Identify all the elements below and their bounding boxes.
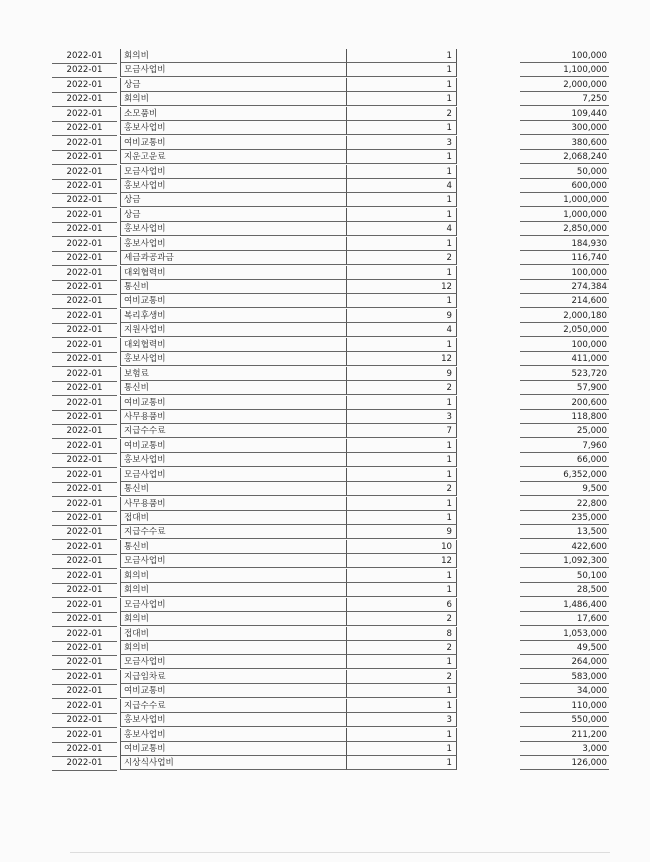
- amount-cell: 126,000: [520, 756, 609, 770]
- amount-cell: 274,384: [520, 280, 609, 294]
- table-row: [52, 569, 609, 583]
- date-cell: 2022-01: [52, 439, 117, 454]
- account-item-cell: 홍보사업비: [120, 179, 346, 193]
- date-cell: 2022-01: [52, 554, 117, 569]
- count-cell: 1: [346, 208, 457, 222]
- table-row: [52, 63, 609, 77]
- count-cell: 9: [346, 309, 457, 323]
- account-item-cell: 상금: [120, 208, 346, 222]
- table-row: [52, 367, 609, 381]
- table-row: [52, 323, 609, 337]
- date-cell: 2022-01: [52, 237, 117, 252]
- table-row: [52, 179, 609, 193]
- amount-cell: 100,000: [520, 266, 609, 280]
- amount-cell: 184,930: [520, 237, 609, 251]
- account-item-cell: 여비교통비: [120, 439, 346, 453]
- account-item-cell: 모금사업비: [120, 468, 346, 482]
- table-row: [52, 352, 609, 366]
- table-row: [52, 136, 609, 150]
- date-cell: 2022-01: [52, 627, 117, 642]
- date-cell: 2022-01: [52, 728, 117, 743]
- count-cell: 1: [346, 237, 457, 251]
- amount-cell: 1,000,000: [520, 193, 609, 207]
- account-item-cell: 통신비: [120, 381, 346, 395]
- table-row: [52, 554, 609, 568]
- amount-cell: 600,000: [520, 179, 609, 193]
- amount-cell: 13,500: [520, 525, 609, 539]
- count-cell: 3: [346, 713, 457, 727]
- table-row: [52, 165, 609, 179]
- date-cell: 2022-01: [52, 280, 117, 295]
- account-item-cell: 통신비: [120, 482, 346, 496]
- table-row: [52, 655, 609, 669]
- table-row: [52, 627, 609, 641]
- account-item-cell: 홍보사업비: [120, 713, 346, 727]
- table-row: [52, 699, 609, 713]
- table-row: [52, 453, 609, 467]
- date-cell: 2022-01: [52, 179, 117, 194]
- date-cell: 2022-01: [52, 121, 117, 136]
- account-item-cell: 보험료: [120, 367, 346, 381]
- count-cell: 2: [346, 482, 457, 496]
- count-cell: 1: [346, 121, 457, 135]
- amount-cell: 1,100,000: [520, 63, 609, 77]
- date-cell: 2022-01: [52, 670, 117, 685]
- account-item-cell: 홍보사업비: [120, 728, 346, 742]
- account-item-cell: 대외협력비: [120, 338, 346, 352]
- date-cell: 2022-01: [52, 338, 117, 353]
- table-row: [52, 728, 609, 742]
- table-row: [52, 338, 609, 352]
- date-cell: 2022-01: [52, 78, 117, 93]
- date-cell: 2022-01: [52, 136, 117, 151]
- date-cell: 2022-01: [52, 410, 117, 425]
- table-row: [52, 208, 609, 222]
- table-row: [52, 670, 609, 684]
- account-item-cell: 여비교통비: [120, 684, 346, 698]
- count-cell: 1: [346, 49, 457, 63]
- date-cell: 2022-01: [52, 583, 117, 598]
- count-cell: 3: [346, 410, 457, 424]
- account-item-cell: 지운고운료: [120, 150, 346, 164]
- table-row: [52, 49, 609, 63]
- count-cell: 1: [346, 511, 457, 525]
- amount-cell: 50,000: [520, 165, 609, 179]
- date-cell: 2022-01: [52, 424, 117, 439]
- account-item-cell: 모금사업비: [120, 63, 346, 77]
- count-cell: 1: [346, 699, 457, 713]
- amount-cell: 2,000,000: [520, 78, 609, 92]
- account-item-cell: 홍보사업비: [120, 352, 346, 366]
- count-cell: 2: [346, 670, 457, 684]
- amount-cell: 523,720: [520, 367, 609, 381]
- date-cell: 2022-01: [52, 742, 117, 757]
- count-cell: 1: [346, 439, 457, 453]
- account-item-cell: 상금: [120, 193, 346, 207]
- account-item-cell: 회의비: [120, 641, 346, 655]
- account-item-cell: 소모품비: [120, 107, 346, 121]
- account-item-cell: 지급수수료: [120, 699, 346, 713]
- account-item-cell: 지급수수료: [120, 525, 346, 539]
- amount-cell: 6,352,000: [520, 468, 609, 482]
- date-cell: 2022-01: [52, 367, 117, 382]
- amount-cell: 34,000: [520, 684, 609, 698]
- count-cell: 1: [346, 396, 457, 410]
- table-row: [52, 107, 609, 121]
- count-cell: 2: [346, 107, 457, 121]
- account-item-cell: 통신비: [120, 280, 346, 294]
- date-cell: 2022-01: [52, 569, 117, 584]
- count-cell: 12: [346, 352, 457, 366]
- amount-cell: 2,050,000: [520, 323, 609, 337]
- table-row: [52, 511, 609, 525]
- table-row: [52, 266, 609, 280]
- amount-cell: 2,000,180: [520, 309, 609, 323]
- account-item-cell: 여비교통비: [120, 136, 346, 150]
- count-cell: 2: [346, 381, 457, 395]
- amount-cell: 66,000: [520, 453, 609, 467]
- count-cell: 4: [346, 179, 457, 193]
- count-cell: 7: [346, 424, 457, 438]
- table-row: [52, 237, 609, 251]
- count-cell: 1: [346, 728, 457, 742]
- amount-cell: 235,000: [520, 511, 609, 525]
- count-cell: 2: [346, 251, 457, 265]
- date-cell: 2022-01: [52, 756, 117, 771]
- count-cell: 1: [346, 63, 457, 77]
- date-cell: 2022-01: [52, 92, 117, 107]
- account-item-cell: 홍보사업비: [120, 121, 346, 135]
- amount-cell: 2,068,240: [520, 150, 609, 164]
- amount-cell: 264,000: [520, 655, 609, 669]
- account-item-cell: 지급수수료: [120, 424, 346, 438]
- table-row: [52, 251, 609, 265]
- table-row: [52, 684, 609, 698]
- amount-cell: 49,500: [520, 641, 609, 655]
- amount-cell: 22,800: [520, 497, 609, 511]
- table-row: [52, 396, 609, 410]
- account-item-cell: 홍보사업비: [120, 237, 346, 251]
- date-cell: 2022-01: [52, 352, 117, 367]
- account-item-cell: 여비교통비: [120, 294, 346, 308]
- amount-cell: 583,000: [520, 670, 609, 684]
- table-row: [52, 439, 609, 453]
- date-cell: 2022-01: [52, 150, 117, 165]
- count-cell: 3: [346, 136, 457, 150]
- account-item-cell: 모금사업비: [120, 655, 346, 669]
- date-cell: 2022-01: [52, 294, 117, 309]
- count-cell: 1: [346, 583, 457, 597]
- count-cell: 1: [346, 453, 457, 467]
- amount-cell: 9,500: [520, 482, 609, 496]
- table-row: [52, 150, 609, 164]
- table-row: [52, 468, 609, 482]
- date-cell: 2022-01: [52, 323, 117, 338]
- table-row: [52, 381, 609, 395]
- date-cell: 2022-01: [52, 222, 117, 237]
- table-row: [52, 756, 609, 770]
- date-cell: 2022-01: [52, 713, 117, 728]
- table-row: [52, 92, 609, 106]
- account-item-cell: 사무용품비: [120, 497, 346, 511]
- table-row: [52, 280, 609, 294]
- date-cell: 2022-01: [52, 396, 117, 411]
- amount-cell: 25,000: [520, 424, 609, 438]
- table-row: [52, 424, 609, 438]
- account-item-cell: 대외협력비: [120, 266, 346, 280]
- count-cell: 4: [346, 323, 457, 337]
- account-item-cell: 접대비: [120, 511, 346, 525]
- count-cell: 1: [346, 92, 457, 106]
- amount-cell: 3,000: [520, 742, 609, 756]
- count-cell: 1: [346, 165, 457, 179]
- account-item-cell: 여비교통비: [120, 742, 346, 756]
- date-cell: 2022-01: [52, 641, 117, 656]
- account-item-cell: 지급임차료: [120, 670, 346, 684]
- account-item-cell: 상금: [120, 78, 346, 92]
- account-item-cell: 복리후생비: [120, 309, 346, 323]
- amount-cell: 411,000: [520, 352, 609, 366]
- count-cell: 1: [346, 150, 457, 164]
- account-item-cell: 시상식사업비: [120, 756, 346, 770]
- count-cell: 1: [346, 266, 457, 280]
- amount-cell: 214,600: [520, 294, 609, 308]
- page-bottom-divider: [70, 852, 610, 853]
- amount-cell: 1,486,400: [520, 598, 609, 612]
- count-cell: 9: [346, 367, 457, 381]
- account-item-cell: 회의비: [120, 583, 346, 597]
- expense-table: [52, 49, 609, 771]
- amount-cell: 200,600: [520, 396, 609, 410]
- count-cell: 1: [346, 756, 457, 770]
- count-cell: 8: [346, 627, 457, 641]
- count-cell: 12: [346, 280, 457, 294]
- table-row: [52, 78, 609, 92]
- account-item-cell: 회의비: [120, 49, 346, 63]
- count-cell: 1: [346, 338, 457, 352]
- amount-cell: 2,850,000: [520, 222, 609, 236]
- count-cell: 12: [346, 554, 457, 568]
- amount-cell: 1,000,000: [520, 208, 609, 222]
- date-cell: 2022-01: [52, 63, 117, 78]
- account-item-cell: 회의비: [120, 569, 346, 583]
- account-item-cell: 세금과공과금: [120, 251, 346, 265]
- date-cell: 2022-01: [52, 655, 117, 670]
- date-cell: 2022-01: [52, 251, 117, 266]
- table-row: [52, 294, 609, 308]
- table-row: [52, 525, 609, 539]
- table-row: [52, 540, 609, 554]
- amount-cell: 7,960: [520, 439, 609, 453]
- count-cell: 1: [346, 497, 457, 511]
- date-cell: 2022-01: [52, 107, 117, 122]
- table-row: [52, 309, 609, 323]
- account-item-cell: 모금사업비: [120, 165, 346, 179]
- table-row: [52, 641, 609, 655]
- count-cell: 1: [346, 742, 457, 756]
- account-item-cell: 사무용품비: [120, 410, 346, 424]
- amount-cell: 28,500: [520, 583, 609, 597]
- table-row: [52, 713, 609, 727]
- table-row: [52, 121, 609, 135]
- amount-cell: 57,900: [520, 381, 609, 395]
- count-cell: 1: [346, 468, 457, 482]
- date-cell: 2022-01: [52, 684, 117, 699]
- date-cell: 2022-01: [52, 482, 117, 497]
- account-item-cell: 접대비: [120, 627, 346, 641]
- amount-cell: 50,100: [520, 569, 609, 583]
- table-row: [52, 193, 609, 207]
- date-cell: 2022-01: [52, 208, 117, 223]
- date-cell: 2022-01: [52, 193, 117, 208]
- account-item-cell: 통신비: [120, 540, 346, 554]
- amount-cell: 116,740: [520, 251, 609, 265]
- account-item-cell: 모금사업비: [120, 598, 346, 612]
- amount-cell: 17,600: [520, 612, 609, 626]
- table-row: [52, 222, 609, 236]
- table-row: [52, 742, 609, 756]
- count-cell: 2: [346, 641, 457, 655]
- table-row: [52, 598, 609, 612]
- amount-cell: 422,600: [520, 540, 609, 554]
- count-cell: 4: [346, 222, 457, 236]
- account-item-cell: 회의비: [120, 92, 346, 106]
- amount-cell: 100,000: [520, 49, 609, 63]
- count-cell: 1: [346, 78, 457, 92]
- amount-cell: 1,092,300: [520, 554, 609, 568]
- date-cell: 2022-01: [52, 525, 117, 540]
- amount-cell: 118,800: [520, 410, 609, 424]
- amount-cell: 211,200: [520, 728, 609, 742]
- count-cell: 6: [346, 598, 457, 612]
- amount-cell: 110,000: [520, 699, 609, 713]
- amount-cell: 550,000: [520, 713, 609, 727]
- amount-cell: 380,600: [520, 136, 609, 150]
- account-item-cell: 회의비: [120, 612, 346, 626]
- table-row: [52, 583, 609, 597]
- amount-cell: 7,250: [520, 92, 609, 106]
- count-cell: 2: [346, 612, 457, 626]
- date-cell: 2022-01: [52, 497, 117, 512]
- count-cell: 1: [346, 655, 457, 669]
- date-cell: 2022-01: [52, 309, 117, 324]
- date-cell: 2022-01: [52, 699, 117, 714]
- count-cell: 1: [346, 193, 457, 207]
- table-row: [52, 497, 609, 511]
- amount-cell: 109,440: [520, 107, 609, 121]
- account-item-cell: 홍보사업비: [120, 222, 346, 236]
- account-item-cell: 홍보사업비: [120, 453, 346, 467]
- amount-cell: 300,000: [520, 121, 609, 135]
- amount-cell: 100,000: [520, 338, 609, 352]
- date-cell: 2022-01: [52, 49, 117, 64]
- date-cell: 2022-01: [52, 165, 117, 180]
- count-cell: 1: [346, 684, 457, 698]
- date-cell: 2022-01: [52, 612, 117, 627]
- count-cell: 1: [346, 569, 457, 583]
- account-item-cell: 모금사업비: [120, 554, 346, 568]
- table-row: [52, 410, 609, 424]
- count-cell: 1: [346, 294, 457, 308]
- table-row: [52, 612, 609, 626]
- date-cell: 2022-01: [52, 511, 117, 526]
- date-cell: 2022-01: [52, 598, 117, 613]
- count-cell: 9: [346, 525, 457, 539]
- date-cell: 2022-01: [52, 266, 117, 281]
- date-cell: 2022-01: [52, 453, 117, 468]
- table-row: [52, 482, 609, 496]
- amount-cell: 1,053,000: [520, 627, 609, 641]
- date-cell: 2022-01: [52, 540, 117, 555]
- count-cell: 10: [346, 540, 457, 554]
- date-cell: 2022-01: [52, 468, 117, 483]
- account-item-cell: 지원사업비: [120, 323, 346, 337]
- account-item-cell: 여비교통비: [120, 396, 346, 410]
- date-cell: 2022-01: [52, 381, 117, 396]
